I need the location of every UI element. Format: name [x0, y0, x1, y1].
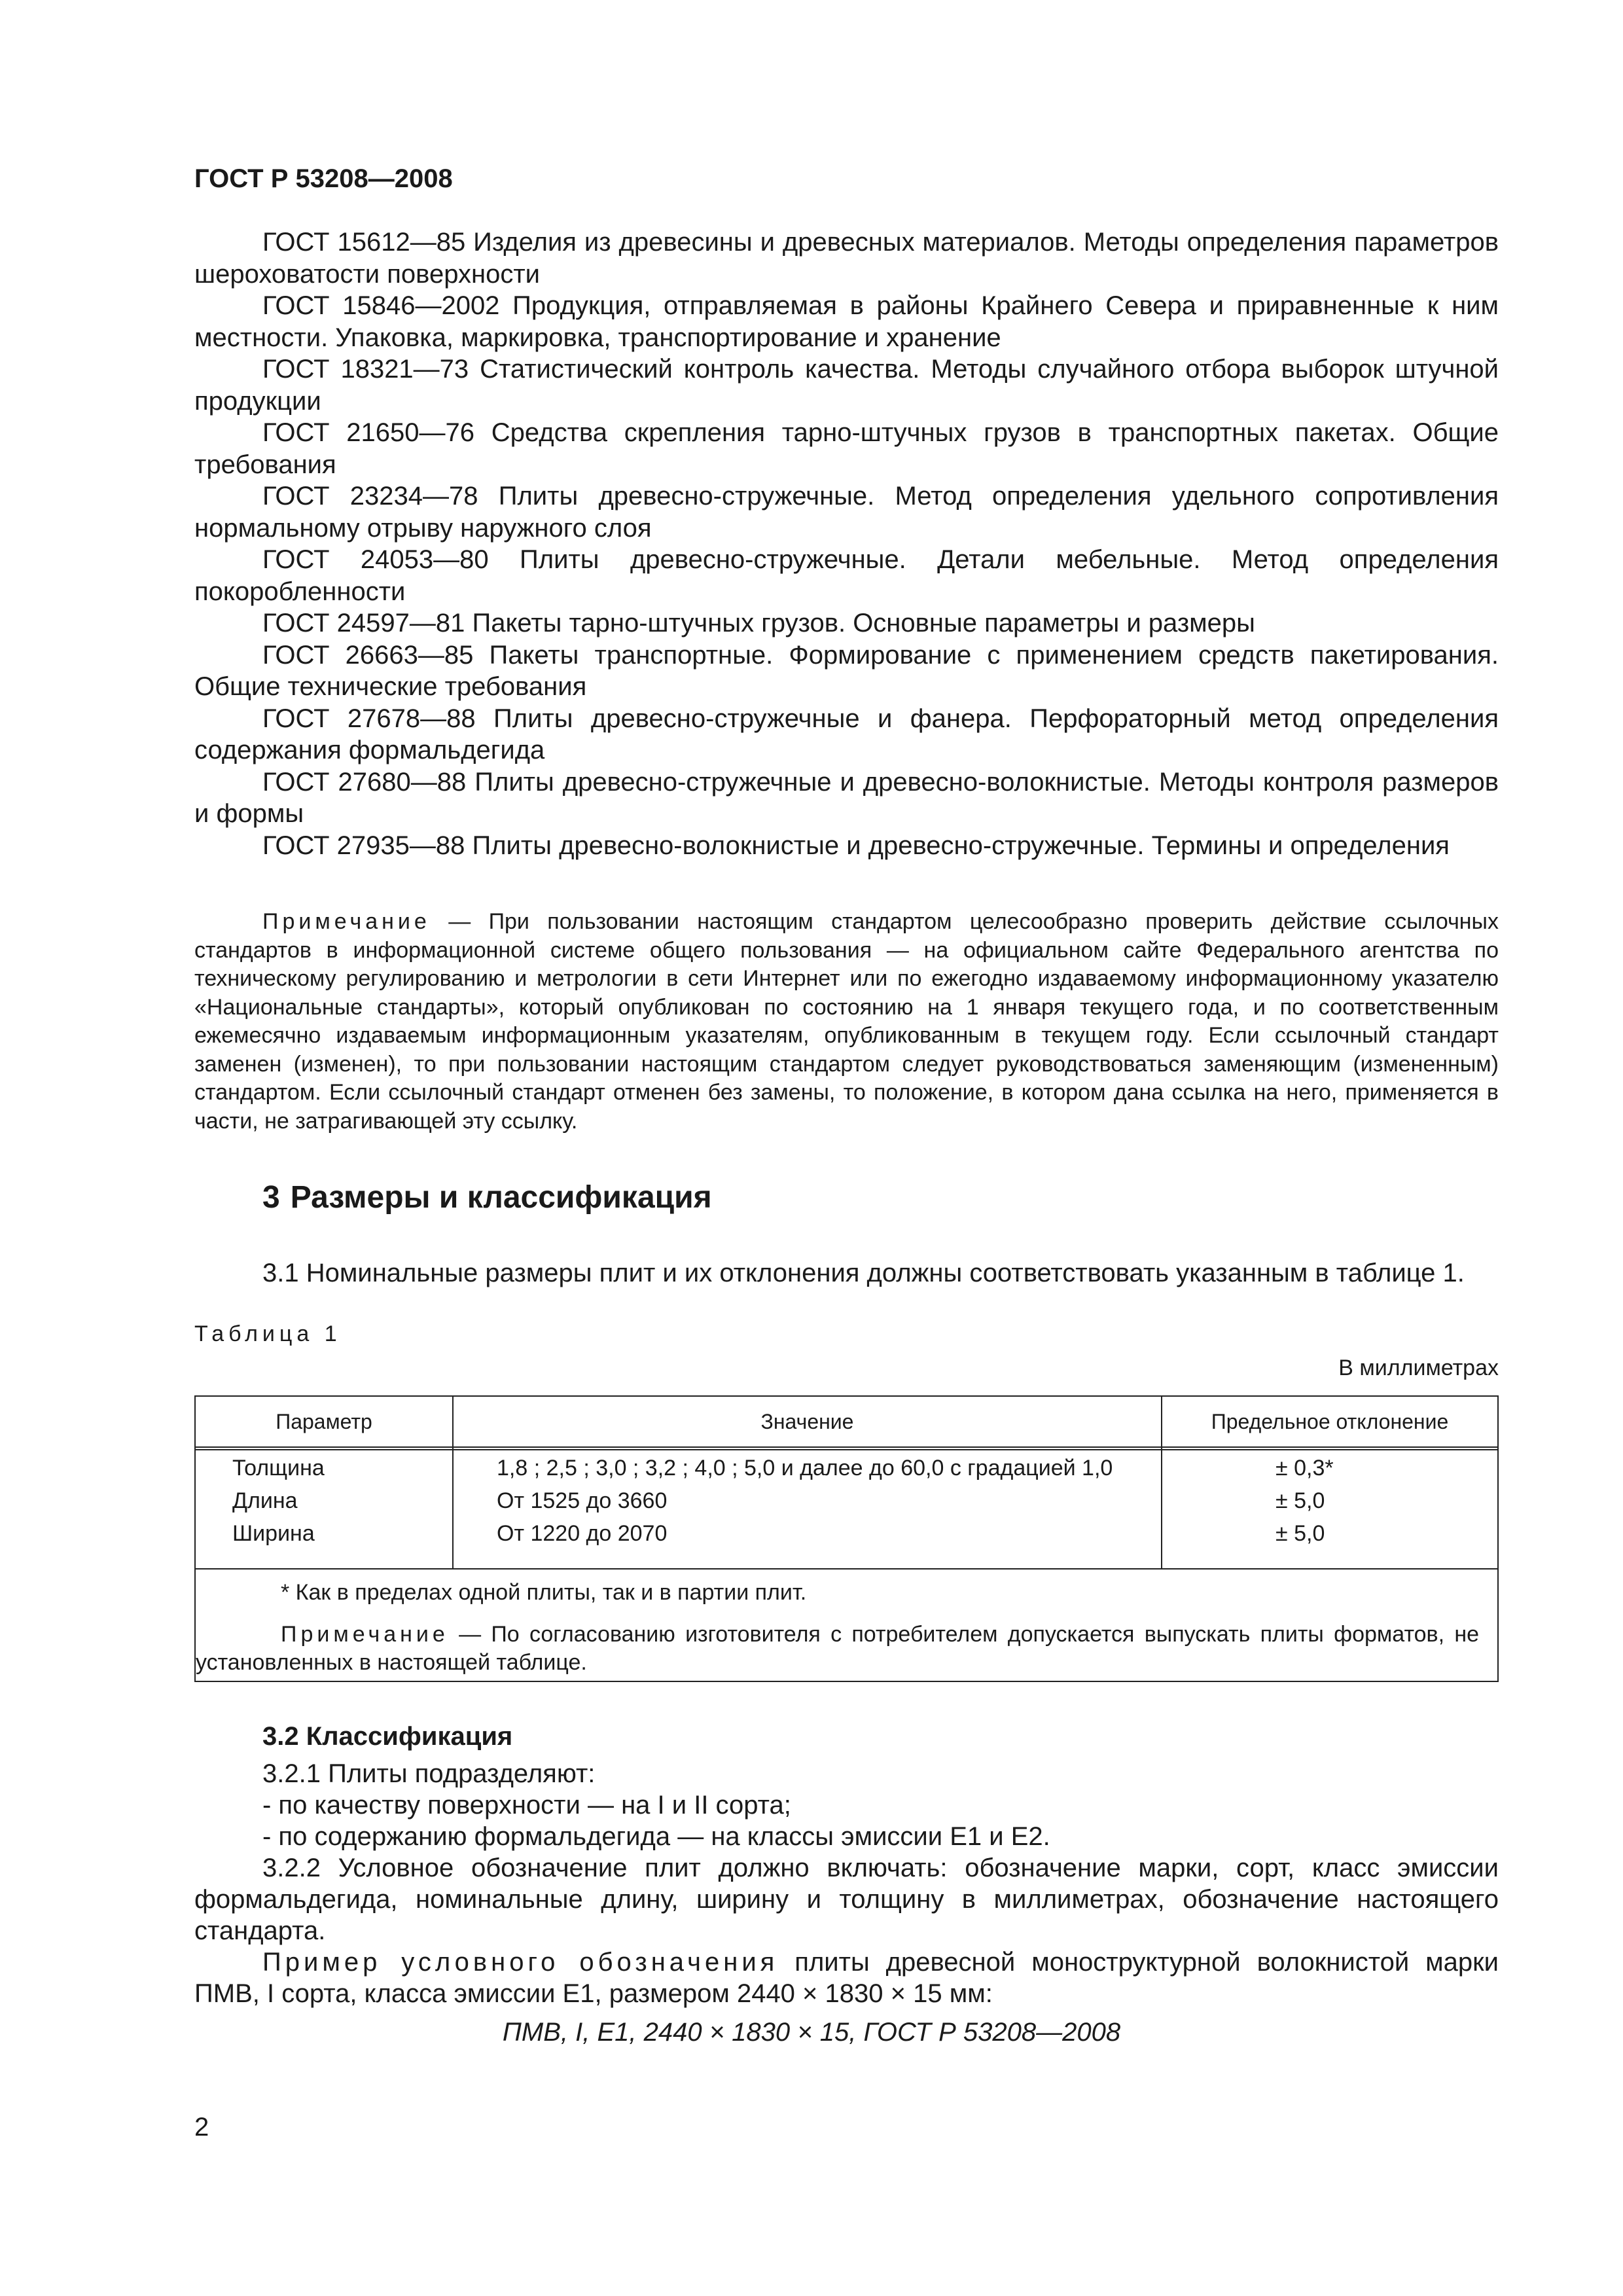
reference-item: ГОСТ 24597—81 Пакеты тарно-штучных грузов. Основные параметры и размеры	[262, 609, 1255, 637]
column-header-value: Значение	[760, 1410, 854, 1433]
table-cell-tolerance: ± 0,3*	[1275, 1456, 1334, 1480]
column-divider	[1161, 1397, 1162, 1568]
reference-item: ГОСТ 27935—88 Плиты древесно-волокнистые и древесно-стружечные. Термины и определения	[262, 831, 1450, 860]
reference-item: ГОСТ 15612—85 Изделия из древесины и древесных материалов. Методы определения параметров шероховатости поверхности	[194, 228, 1499, 289]
page-number: 2	[194, 2113, 209, 2142]
table-units: В миллиметрах	[1338, 1355, 1499, 1380]
header-rule	[196, 1449, 1497, 1450]
reference-item: ГОСТ 15846—2002 Продукция, отправляемая в районы Крайнего Севера и приравненные к ним местности. Упаковка, маркировка, транспортирование и хранение	[194, 291, 1499, 352]
body-rule	[196, 1568, 1497, 1570]
paragraph-3-2-1: 3.2.1 Плиты подразделяют:	[262, 1759, 596, 1788]
table-cell-value: 1,8 ; 2,5 ; 3,0 ; 3,2 ; 4,0 ; 5,0 и далее до 60,0 с градацией 1,0	[497, 1456, 1113, 1480]
table-note-label: Примечание	[281, 1622, 449, 1647]
table-cell-value: От 1220 до 2070	[497, 1521, 668, 1546]
header-rule	[196, 1446, 1497, 1448]
table-footnote: * Как в пределах одной плиты, так и в партии плит.	[281, 1580, 807, 1605]
reference-item: ГОСТ 18321—73 Статистический контроль качества. Методы случайного отбора выборок штучной продукции	[194, 355, 1499, 416]
column-header-parameter: Параметр	[276, 1410, 372, 1433]
table-cell-tolerance: ± 5,0	[1275, 1521, 1325, 1546]
subsection-3-2-title: 3.2 Классификация	[262, 1722, 513, 1751]
reference-item: ГОСТ 21650—76 Средства скрепления тарно-штучных грузов в транспортных пакетах. Общие требования	[194, 418, 1499, 479]
normative-references	[194, 226, 1499, 861]
list-item: - по содержанию формальдегида — на классы эмиссии Е1 и Е2.	[262, 1822, 1050, 1851]
example-paragraph	[194, 1946, 1499, 2009]
reference-item: ГОСТ 27680—88 Плиты древесно-стружечные и древесно-волокнистые. Методы контроля размеров и формы	[194, 767, 1499, 828]
reference-item: ГОСТ 26663—85 Пакеты транспортные. Формирование с применением средств пакетирования. Общие технические требования	[194, 640, 1499, 701]
table-1	[194, 1395, 1499, 1682]
section-heading: Размеры и классификация	[290, 1180, 712, 1215]
list-item: - по качеству поверхности — на I и II сорта;	[262, 1791, 791, 1820]
designation-example: ПМВ, I, Е1, 2440 × 1830 × 15, ГОСТ Р 53208—2008	[502, 2018, 1121, 2047]
references-note	[194, 908, 1499, 1136]
paragraph-3-1: 3.1 Номинальные размеры плит и их отклонения должны соответствовать указанным в таблице 1.	[262, 1259, 1465, 1287]
section-number: 3	[262, 1180, 280, 1215]
column-header-tolerance: Предельное отклонение	[1211, 1410, 1449, 1433]
note-text: — При пользовании настоящим стандартом целесообразно проверить действие ссылочных стандартов в информационной системе общего пользования — на официальном сайте Федерального агентства по техническому регулированию и метрологии в сети Интернет или по ежегодно издаваемому информационному указателю «Национальные стандарты», который опубликован по состоянию на 1 января текущего года, и по соответственным ежемесячно издаваемым информационным указателям, опубликованным в текущем году. Если ссылочный стандарт заменен (изменен), то при пользовании настоящим стандартом следует руководствоваться заменяющим (измененным) стандартом. Если ссылочный стандарт отменен без замены, то положение, в котором дана ссылка на него, применяется в части, не затрагивающей эту ссылку.	[194, 909, 1499, 1134]
table-cell-param: Длина	[232, 1488, 298, 1513]
table-cell-tolerance: ± 5,0	[1275, 1488, 1325, 1513]
column-divider	[452, 1397, 454, 1568]
reference-item: ГОСТ 27678—88 Плиты древесно-стружечные и фанера. Перфораторный метод определения содержания формальдегида	[194, 704, 1499, 764]
reference-item: ГОСТ 23234—78 Плиты древесно-стружечные. Метод определения удельного сопротивления нормальному отрыву наружного слоя	[194, 482, 1499, 543]
note-label: Примечание	[262, 909, 431, 934]
paragraph-3-2-2: 3.2.2 Условное обозначение плит должно включать: обозначение марки, сорт, класс эмиссии формальдегида, номинальные длину, ширину и толщину в миллиметрах, обозначение настоящего стандарта.	[194, 1854, 1499, 1945]
example-label: Пример условного обозначения	[262, 1948, 779, 1977]
table-cell-param: Толщина	[232, 1456, 325, 1480]
classification-content	[194, 1758, 1499, 2009]
page-header: ГОСТ Р 53208—2008	[194, 164, 453, 193]
table-cell-value: От 1525 до 3660	[497, 1488, 668, 1513]
example-text: плиты древесной моноструктурной волокнистой марки ПМВ, I сорта, класса эмиссии Е1, размером 2440 × 1830 × 15 мм:	[194, 1948, 1499, 2008]
reference-item: ГОСТ 24053—80 Плиты древесно-стружечные. Детали мебельные. Метод определения покоробленности	[194, 545, 1499, 606]
section-3-title	[262, 1178, 712, 1217]
table-note-text: — По согласованию изготовителя с потребителем допускается выпускать плиты форматов, не установленных в настоящей таблице.	[196, 1622, 1480, 1675]
table-cell-param: Ширина	[232, 1521, 315, 1546]
table-label: Таблица 1	[194, 1321, 342, 1346]
table-note	[196, 1621, 1497, 1677]
